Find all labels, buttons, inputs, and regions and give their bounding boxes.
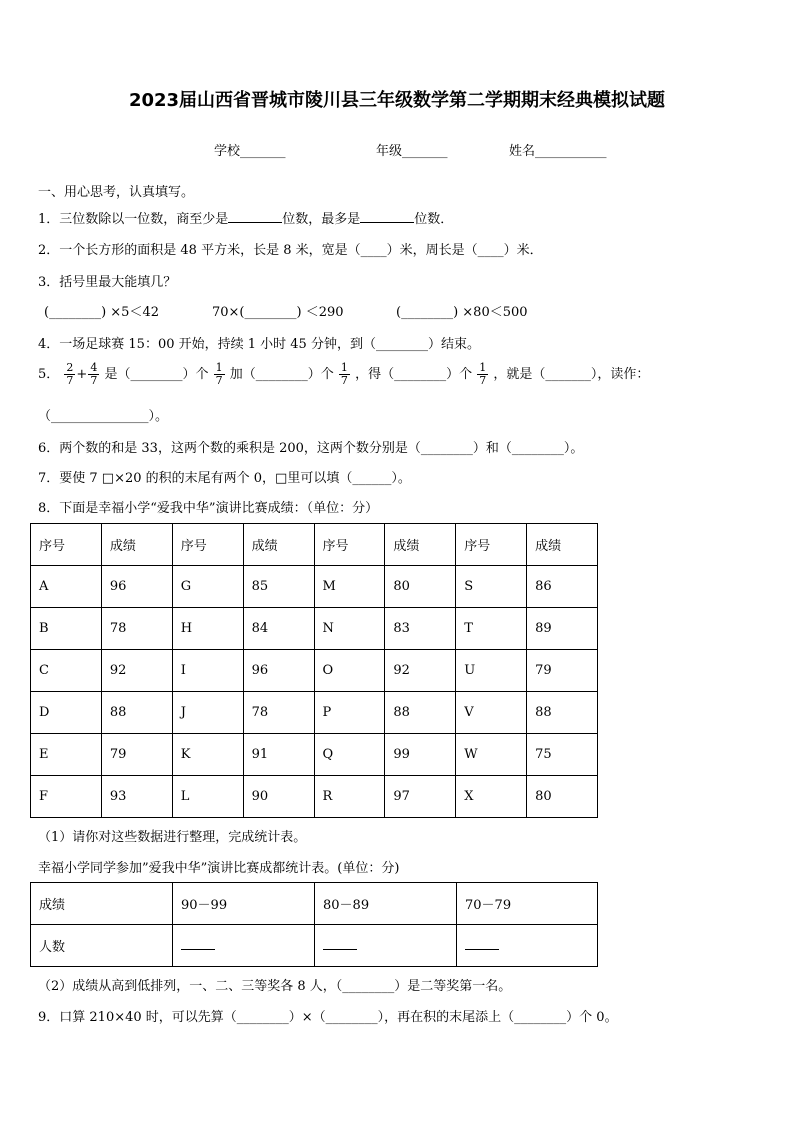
question-6: 6．两个数的和是 33，这两个数的乘积是 200，这两个数分别是（________）和（________）。 [38,441,584,456]
statistics-table [30,882,598,967]
page-title: 2023届山西省晋城市陵川县三年级数学第二学期期末经典模拟试题 [128,90,666,111]
question-3-item-1: (________) ×5＜42 [44,305,159,320]
column-header: 序号 [172,524,243,566]
score-table [30,523,598,818]
question-8-part-1: （1）请你对这些数据进行整理，完成统计表。 [38,830,307,845]
fraction: $\frac{1}{7}$ [340,361,348,387]
question-4: 4．一场足球赛 15：00 开始，持续 1 小时 45 分钟，到（________）结束。 [38,337,480,352]
table-row: A 96 G 85 M 80 S 86 [31,566,598,608]
school-field: 学校_______ [214,144,286,159]
table-row: 人数 [31,925,598,967]
question-5: 5． $\frac{2}{7}$ + $\frac{4}{7}$ 是（________）个 $\frac{1}{7}$ 加（________）个 $\frac{1}{7}$ ，得（________）个 $\frac{1}{7}$ ，就是（_______），读作： [38,361,650,387]
answer-blank [181,937,215,950]
name-field: 姓名___________ [509,144,607,159]
answer-blank [323,937,357,950]
question-7: 7．要使 7 □×20 的积的末尾有两个 0，□里可以填（______）。 [38,471,411,486]
table-row: F 93 L 90 R 97 X 80 [31,776,598,818]
question-5-line-2: （_______________）。 [38,409,169,424]
question-3: 3．括号里最大能填几？ [38,275,177,290]
grade-field: 年级_______ [376,144,448,159]
table-row: B 78 H 84 N 83 T 89 [31,608,598,650]
fraction: $\frac{1}{7}$ [215,361,223,387]
answer-blank [228,209,282,223]
question-1: 1．三位数除以一位数，商至少是 位数，最多是 位数． [38,208,453,227]
question-2: 2．一个长方形的面积是 48 平方米，长是 8 米，宽是（____）米，周长是（____）米． [38,243,543,258]
stat-table-caption: 幸福小学同学参加”爱我中华”演讲比赛成都统计表。(单位：分) [38,861,400,876]
answer-blank [465,937,499,950]
column-header: 成绩 [101,524,172,566]
question-9: 9．口算 210×40 时，可以先算（________）×（________），再在积的末尾添上（________）个 0。 [38,1010,618,1025]
question-3-item-3: (________) ×80＜500 [396,305,528,320]
table-header-row [31,524,598,566]
fraction: $\frac{1}{7}$ [479,361,487,387]
answer-blank [360,209,414,223]
column-header: 成绩 [385,524,456,566]
table-row: 成绩 90－99 80－89 70－79 [31,883,598,925]
table-row: E 79 K 91 Q 99 W 75 [31,734,598,776]
question-8: 8．下面是幸福小学“爱我中华”演讲比赛成绩：（单位：分） [38,501,379,516]
table-row: C 92 I 96 O 92 U 79 [31,650,598,692]
column-header: 序号 [456,524,527,566]
fraction: $\frac{2}{7}$ [66,361,74,387]
column-header: 成绩 [243,524,314,566]
section-heading: 一、用心思考，认真填写。 [38,185,195,200]
fraction: $\frac{4}{7}$ [90,361,98,387]
column-header: 序号 [31,524,102,566]
question-8-part-2: （2）成绩从高到低排列，一、二、三等奖各 8 人，（________）是二等奖第一名。 [38,979,512,994]
table-row: D 88 J 78 P 88 V 88 [31,692,598,734]
question-3-item-2: 70×(________) ＜290 [212,305,344,320]
column-header: 序号 [314,524,385,566]
column-header: 成绩 [527,524,598,566]
